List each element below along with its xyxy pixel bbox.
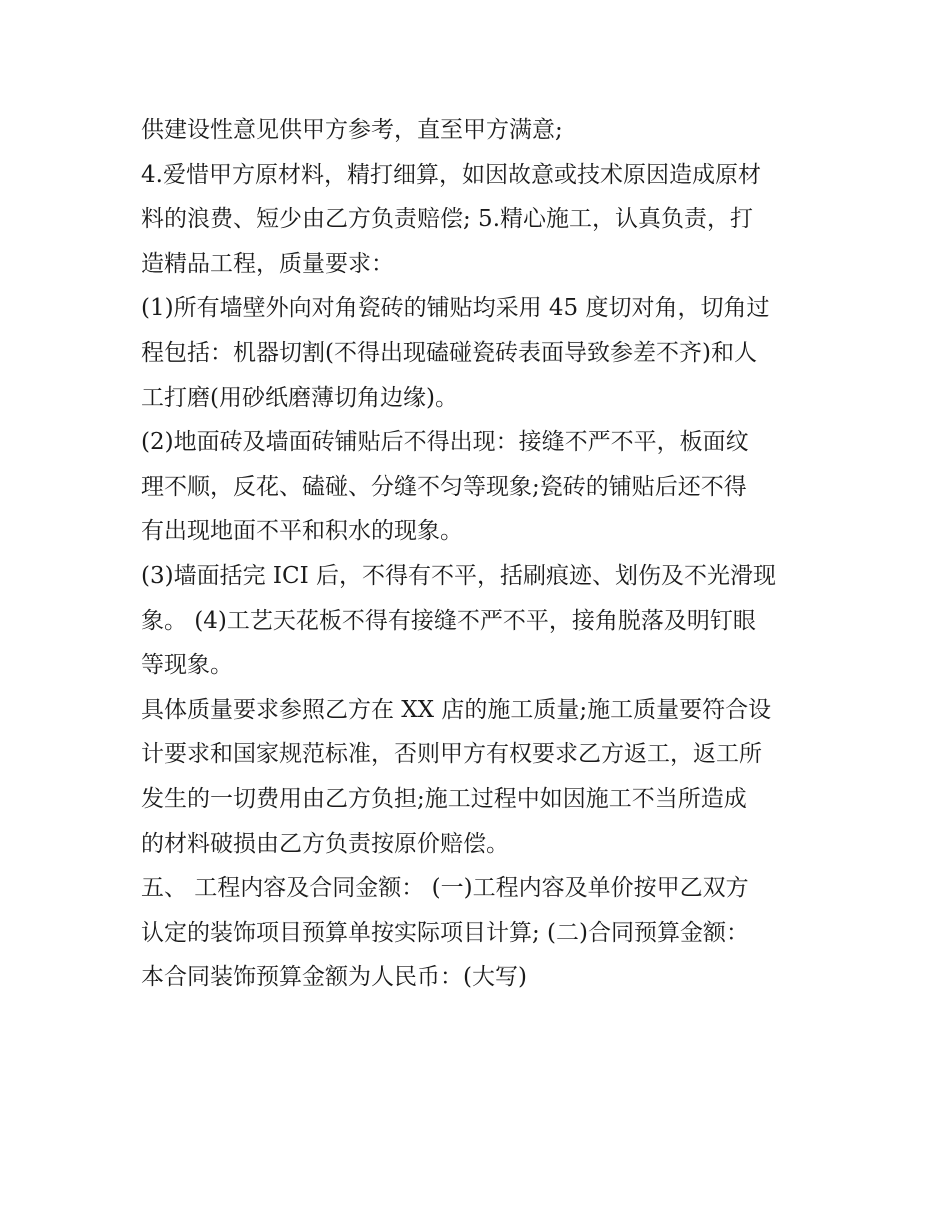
text-line: (3)墙面括完 ICI 后，不得有不平，括刷痕迹、划伤及不光滑现 — [141, 562, 776, 589]
text-line: 4.爱惜甲方原材料，精打细算，如因故意或技术原因造成原材 — [141, 161, 761, 188]
text-line: 工打磨(用砂纸磨薄切角边缘)。 — [141, 384, 458, 411]
paragraph — [141, 866, 821, 1000]
text-line: 有出现地面不平和积水的现象。 — [141, 518, 463, 545]
paragraph — [141, 153, 821, 287]
text-line: 发生的一切费用由乙方负担;施工过程中如因施工不当所造成 — [141, 785, 747, 812]
text-line: 料的浪费、短少由乙方负责赔偿; 5.精心施工，认真负责，打 — [141, 206, 754, 233]
text-line: (2)地面砖及墙面砖铺贴后不得出现：接缝不严不平，板面纹 — [141, 429, 749, 456]
text-line: 造精品工程，质量要求： — [141, 250, 394, 277]
text-line: 程包括：机器切割(不得出现磕碰瓷砖表面导致参差不齐)和人 — [141, 339, 757, 366]
paragraph — [141, 688, 821, 866]
text-line: 五、 工程内容及合同金额： (一)工程内容及单价按甲乙双方 — [141, 875, 749, 902]
text-line: 象。 (4)工艺天花板不得有接缝不严不平，接角脱落及明钉眼 — [141, 607, 756, 634]
paragraph — [141, 286, 821, 420]
paragraph — [141, 554, 821, 688]
paragraph — [141, 420, 821, 554]
text-line: 计要求和国家规范标准，否则甲方有权要求乙方返工，返工所 — [141, 741, 762, 768]
text-line: 的材料破损由乙方负责按原价赔偿。 — [141, 830, 509, 857]
text-line: 认定的装饰项目预算单按实际项目计算; (二)合同预算金额： — [141, 919, 750, 946]
paragraph — [141, 108, 821, 153]
text-line: 本合同装饰预算金额为人民币：(大写) — [141, 964, 527, 991]
text-line: 供建设性意见供甲方参考，直至甲方满意; — [141, 117, 563, 143]
text-line: 理不顺，反花、磕碰、分缝不匀等现象;瓷砖的铺贴后还不得 — [141, 473, 747, 500]
text-line: 等现象。 — [141, 652, 233, 679]
text-line: (1)所有墙壁外向对角瓷砖的铺贴均采用 45 度切对角，切角过 — [141, 295, 770, 322]
document-body — [141, 108, 821, 1000]
text-line: 具体质量要求参照乙方在 XX 店的施工质量;施工质量要符合设 — [141, 696, 772, 723]
